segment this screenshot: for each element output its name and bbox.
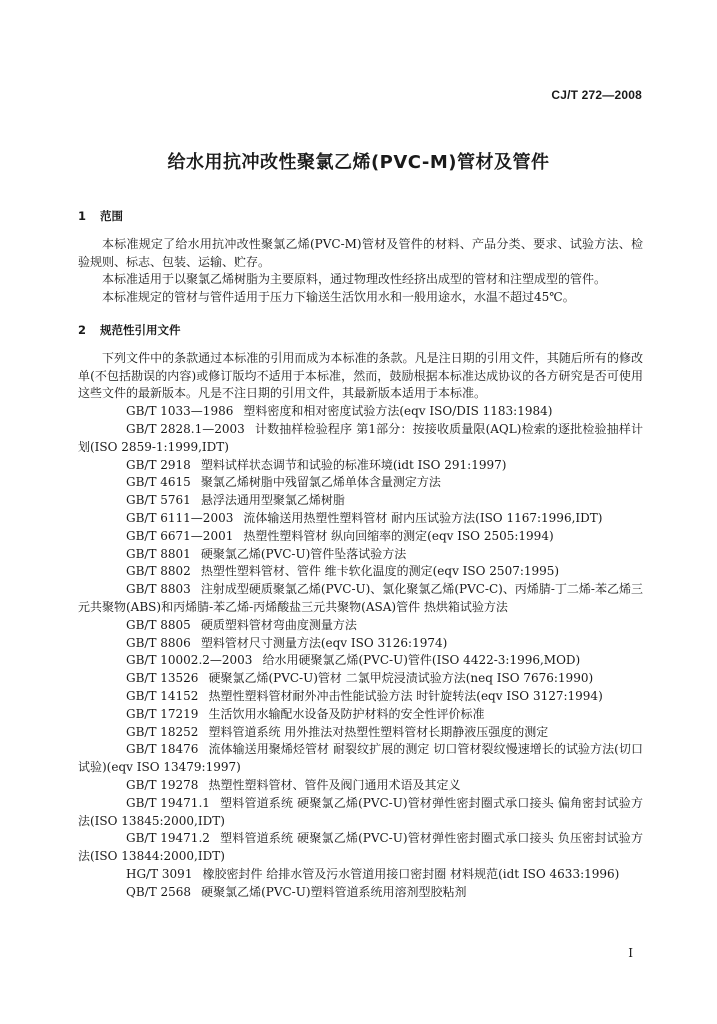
reference-item <box>78 457 643 475</box>
reference-code: GB/T 19278 <box>126 777 199 792</box>
reference-code: GB/T 2918 <box>126 457 191 472</box>
reference-code: GB/T 2828.1—2003 <box>126 421 245 436</box>
reference-code: GB/T 10002.2—2003 <box>126 653 253 668</box>
scope-paragraph: 本标准适用于以聚氯乙烯树脂为主要原料，通过物理改性经挤出成型的管材和注塑成型的管件。 <box>102 272 607 287</box>
reference-title: 热塑性塑料管材、管件及阀门通用术语及其定义 <box>208 777 461 792</box>
reference-title: 聚氯乙烯树脂中残留氯乙烯单体含量测定方法 <box>200 475 441 490</box>
reference-title: 塑料管道系统 硬聚氯乙烯(PVC-U)管材弹性密封圈式承口接头 偏角密封试验方法(ISO 13845:2000,IDT) <box>78 795 643 828</box>
reference-code: GB/T 6671—2001 <box>126 528 234 543</box>
reference-item <box>78 581 643 617</box>
section-heading-scope <box>78 208 643 226</box>
reference-item <box>78 884 643 902</box>
reference-title: 热塑性塑料管材耐外冲击性能试验方法 时针旋转法(eqv ISO 3127:1994) <box>208 688 603 703</box>
reference-item <box>78 563 643 581</box>
reference-title: 流体输送用聚烯烃管材 耐裂纹扩展的测定 切口管材裂纹慢速增长的试验方法(切口试验)(eqv ISO 13479:1997) <box>78 742 643 775</box>
section-heading-normative-references <box>78 322 643 340</box>
reference-code: GB/T 8806 <box>126 635 191 650</box>
reference-item <box>78 492 643 510</box>
page-number: I <box>628 946 633 960</box>
reference-code: GB/T 8803 <box>126 582 191 597</box>
reference-code: GB/T 18252 <box>126 724 199 739</box>
reference-item <box>78 474 643 492</box>
reference-code: HG/T 3091 <box>126 866 193 881</box>
reference-title: 硬聚氯乙烯(PVC-U)塑料管道系统用溶剂型胶粘剂 <box>201 884 467 899</box>
reference-title: 塑料管道系统 用外推法对热塑性塑料管材长期静液压强度的测定 <box>208 724 549 739</box>
reference-code: GB/T 19471.1 <box>126 795 210 810</box>
document-body <box>78 205 643 901</box>
reference-list <box>78 403 643 901</box>
scope-paragraph: 本标准规定的管材与管件适用于压力下输送生活饮用水和一般用途水，水温不超过45℃。 <box>102 290 575 305</box>
scope-paragraph: 本标准规定了给水用抗冲改性聚氯乙烯(PVC-M)管材及管件的材料、产品分类、要求、试验方法、检验规则、标志、包装、运输、贮存。 <box>78 236 643 269</box>
reference-item <box>78 510 643 528</box>
reference-title: 硬聚氯乙烯(PVC-U)管件坠落试验方法 <box>200 546 407 561</box>
reference-item <box>78 795 643 831</box>
reference-title: 流体输送用热塑性塑料管材 耐内压试验方法(ISO 1167:1996,IDT) <box>243 510 603 525</box>
reference-item <box>78 670 643 688</box>
reference-title: 注射成型硬质聚氯乙烯(PVC-U)、氯化聚氯乙烯(PVC-C)、丙烯腈-丁二烯-苯乙烯三元共聚物(ABS)和丙烯腈-苯乙烯-丙烯酸盐三元共聚物(ASA)管件 热烘箱试验方法 <box>78 582 643 614</box>
reference-code: GB/T 5761 <box>126 493 191 508</box>
reference-title: 热塑性塑料管材、管件 维卡软化温度的测定(eqv ISO 2507:1995) <box>200 564 560 579</box>
reference-item <box>78 866 643 884</box>
reference-title: 硬质塑料管材弯曲度测量方法 <box>200 617 357 632</box>
section-number: 2 <box>78 322 87 337</box>
reference-title: 塑料试样状态调节和试验的标准环境(idt ISO 291:1997) <box>200 457 507 472</box>
reference-code: GB/T 8805 <box>126 617 191 632</box>
reference-item <box>78 688 643 706</box>
reference-title: 生活饮用水输配水设备及防护材料的安全性评价标准 <box>208 706 485 721</box>
reference-title: 塑料密度和相对密度试验方法(eqv ISO/DIS 1183:1984) <box>243 404 553 419</box>
references-intro: 下列文件中的条款通过本标准的引用而成为本标准的条款。凡是注日期的引用文件，其随后所有的修改单(不包括勘误的内容)或修订版均不适用于本标准，然而，鼓励根据本标准达成协议的各方研究是否可使用这些文件的最新版本。凡是不注日期的引用文件，其最新版本适用于本标准。 <box>78 350 643 401</box>
reference-code: QB/T 2568 <box>126 884 192 899</box>
reference-item <box>78 830 643 866</box>
reference-item <box>78 528 643 546</box>
reference-title: 悬浮法通用型聚氯乙烯树脂 <box>200 493 345 508</box>
reference-code: GB/T 8802 <box>126 564 191 579</box>
reference-title: 给水用硬聚氯乙烯(PVC-U)管件(ISO 4422-3:1996,MOD) <box>262 653 581 668</box>
reference-item <box>78 617 643 635</box>
reference-item <box>78 421 643 457</box>
reference-item <box>78 635 643 653</box>
reference-title: 硬聚氯乙烯(PVC-U)管材 二氯甲烷浸渍试验方法(neq ISO 7676:1990) <box>208 671 594 686</box>
reference-item <box>78 403 643 421</box>
reference-title: 计数抽样检验程序 第1部分：按接收质量限(AQL)检索的逐批检验抽样计划(ISO 2859-1:1999,IDT) <box>78 421 643 454</box>
reference-code: GB/T 14152 <box>126 688 199 703</box>
reference-item <box>78 652 643 670</box>
reference-code: GB/T 4615 <box>126 475 191 490</box>
document-code: CJ/T 272—2008 <box>551 88 642 102</box>
reference-code: GB/T 13526 <box>126 671 199 686</box>
section-title: 范围 <box>100 209 123 223</box>
reference-title: 橡胶密封件 给排水管及污水管道用接口密封圈 材料规范(idt ISO 4633:1996) <box>202 866 620 881</box>
reference-item <box>78 724 643 742</box>
reference-title: 塑料管材尺寸测量方法(eqv ISO 3126:1974) <box>200 635 448 650</box>
reference-item <box>78 777 643 795</box>
reference-title: 塑料管道系统 硬聚氯乙烯(PVC-U)管材弹性密封圈式承口接头 负压密封试验方法(ISO 13844:2000,IDT) <box>78 831 643 864</box>
document-title: 给水用抗冲改性聚氯乙烯(PVC-M)管材及管件 <box>167 152 550 173</box>
reference-code: GB/T 6111—2003 <box>126 510 234 525</box>
reference-item <box>78 706 643 724</box>
section-title: 规范性引用文件 <box>100 322 181 337</box>
reference-item <box>78 546 643 564</box>
reference-item <box>78 741 643 777</box>
section-number: 1 <box>78 209 87 223</box>
reference-code: GB/T 1033—1986 <box>126 404 234 419</box>
reference-code: GB/T 19471.2 <box>126 831 210 846</box>
reference-title: 热塑性塑料管材 纵向回缩率的测定(eqv ISO 2505:1994) <box>243 528 554 543</box>
reference-code: GB/T 8801 <box>126 546 191 561</box>
reference-code: GB/T 17219 <box>126 706 199 721</box>
reference-code: GB/T 18476 <box>126 742 199 757</box>
